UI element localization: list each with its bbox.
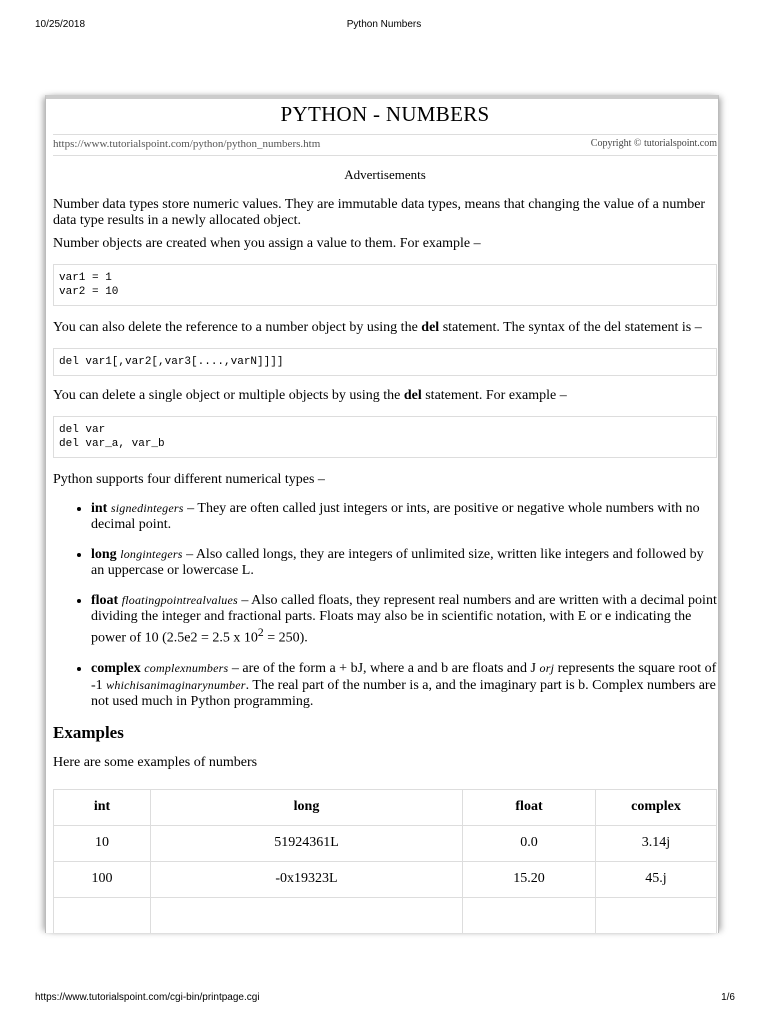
table-cell: 3.14j [596,825,717,861]
table-row [54,861,717,897]
list-item [91,592,717,647]
type-desc: – Also called longs, they are integers of unlimited size, written like integers and followed by an uppercase or lowercase L. [91,547,704,578]
type-desc: – are of the form a + bJ, where a and b are floats and J [228,660,540,676]
exponent: 2 [257,626,264,639]
type-name: long [91,547,117,562]
type-desc: – Also called floats, they represent real numbers and are written with a decimal point dividing the integer and fractional parts. Floats may also be in scientific notation, with E or e indicating the power of 10 (2.5e2 = 2.5 x 10 [91,593,717,646]
copyright-notice: Copyright © tutorialspoint.com [590,138,717,149]
type-name: int [91,501,108,516]
column-header: float [463,789,596,825]
type-math-3: whichisanimaginarynumber [106,677,246,692]
list-item [91,500,717,533]
type-desc: – They are often called just integers or ints, are positive or negative whole numbers with no decimal point. [91,501,700,532]
page-number: 1/6 [721,992,735,1003]
type-math: longintegers [120,547,183,561]
table-cell: -0x19323L [151,861,463,897]
print-title: Python Numbers [346,19,422,30]
type-desc-3: . The real part of the number is a, and the imaginary part is b. Complex numbers are not used much in Python programming. [91,677,716,709]
type-desc-2: represents the square root of -1 [91,660,717,693]
intro-paragraph-2: Number objects are created when you assign a value to them. For example – [53,236,481,251]
table-cell: 51924361L [151,825,463,861]
print-date: 10/25/2018 [35,19,86,30]
table-cell [54,897,151,933]
del2-text-before: You can delete a single object or multiple objects by using the [53,388,404,403]
print-footer [0,992,768,1006]
type-math: complexnumbers [144,660,229,675]
examples-heading: Examples [53,722,124,742]
table-header-row [54,789,717,825]
table-row [54,897,717,933]
type-math: floatingpointrealvalues [121,593,238,607]
del-paragraph [53,320,717,336]
document-page [45,95,719,933]
del-keyword: del [421,320,440,335]
type-name: float [91,593,119,608]
table-cell: 10 [54,825,151,861]
list-item [91,546,717,579]
table-cell: 100 [54,861,151,897]
print-header [0,19,768,33]
table-cell [596,897,717,933]
table-cell [151,897,463,933]
type-name: complex [91,660,141,676]
del-text-after: statement. The syntax of the del statement is – [439,320,702,335]
table-cell [463,897,596,933]
table-cell: 15.20 [463,861,596,897]
table-cell: 45.j [596,861,717,897]
article-title: PYTHON - NUMBERS [280,102,490,126]
code-block-del-syntax: del var1[,var2[,var3[....,varN]]]] [53,348,717,376]
examples-intro: Here are some examples of numbers [53,754,258,770]
column-header: long [151,789,463,825]
column-header: int [54,789,151,825]
code-block-assign: var1 = 1 var2 = 10 [53,264,717,306]
del-example-paragraph [53,388,717,404]
source-row [53,134,717,156]
numeric-types-list [53,500,717,710]
table-row [54,825,717,861]
intro-paragraph-1: Number data types store numeric values. They are immutable data types, means that changing the value of a number data type results in a newly allocated object. [53,197,706,228]
list-item [91,660,717,710]
code-block-del-example: del var del var_a, var_b [53,416,717,458]
del-text-before: You can also delete the reference to a number object by using the [53,320,422,335]
numbers-table [53,789,717,933]
footer-url: https://www.tutorialspoint.com/cgi-bin/printpage.cgi [35,992,260,1003]
del2-keyword: del [403,388,422,403]
type-desc-end: = 250). [263,630,308,646]
article-content [53,99,717,933]
type-math: signedintegers [110,501,184,515]
table-cell: 0.0 [463,825,596,861]
column-header: complex [596,789,717,825]
source-url[interactable]: https://www.tutorialspoint.com/python/python_numbers.htm [53,138,321,150]
del2-text-after: statement. For example – [421,388,567,403]
types-intro: Python supports four different numerical types – [53,472,325,487]
ads-label: Advertisements [344,167,426,182]
type-math-2: orj [539,660,555,675]
